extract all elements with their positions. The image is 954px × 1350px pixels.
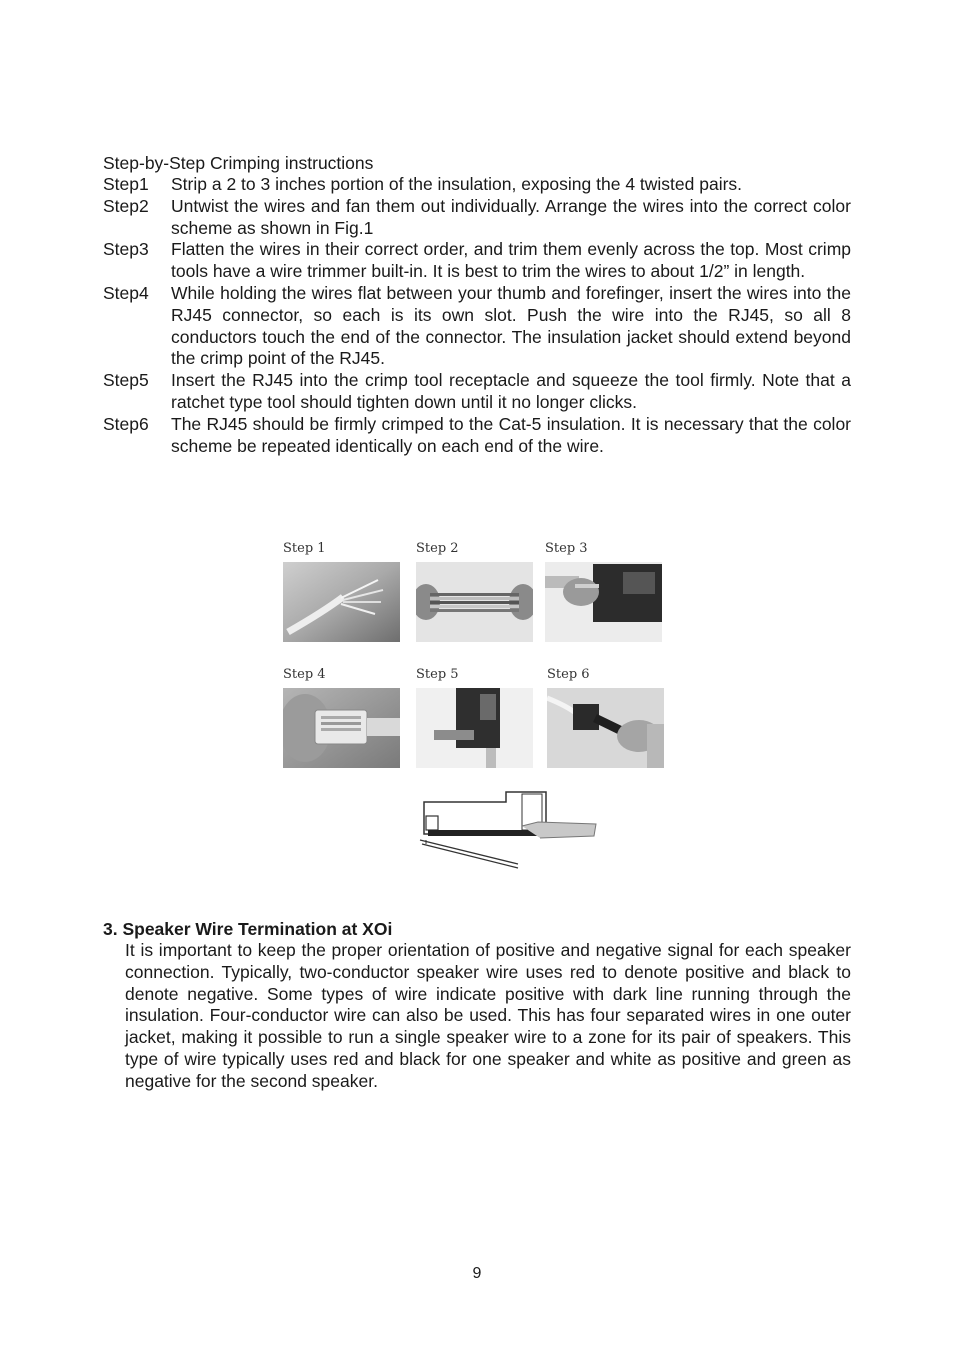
- photo-label: Step 2: [416, 541, 459, 556]
- step-label: Step3: [103, 239, 149, 260]
- photo-cell-step-2: [416, 540, 533, 642]
- photo-label: Step 1: [283, 541, 326, 556]
- step-text: While holding the wires flat between your thumb and forefinger, insert the wires into the RJ45 connector, so each is its own slot. Push the wire into the RJ45, so all 8 conductors touch the end of the connector. The insulation jacket should extend beyond the crimp point of the RJ45.: [171, 282, 851, 369]
- step-label: Step5: [103, 370, 149, 391]
- step-row: [103, 283, 851, 370]
- step-row: [103, 196, 851, 240]
- photo-cell-step-4: [283, 666, 400, 768]
- untwisted-wires-photo: [416, 562, 533, 642]
- photo-label: Step 5: [416, 667, 459, 682]
- crimp-tool-receptacle-photo: [416, 688, 533, 768]
- step-text: Untwist the wires and fan them out individually. Arrange the wires into the correct color scheme as shown in Fig.1: [171, 195, 851, 238]
- stripped-cable-photo: [283, 562, 400, 642]
- crimping-photo-grid: [283, 540, 665, 770]
- step-row: [103, 414, 851, 458]
- step-text: Insert the RJ45 into the crimp tool receptacle and squeeze the tool firmly. Note that a ratchet type tool should tighten down until it no longer clicks.: [171, 370, 851, 412]
- section-body: It is important to keep the proper orientation of positive and negative signal for each speaker connection. Typically, two-conductor speaker wire uses red to denote positive and black to denote negative. Some types of wire indicate positive with dark line running through the insulation. Four-conductor wire can also be used. This has four separated wires in one outer jacket, making it possible to run a single speaker wire to a zone for its pair of speakers. This type of wire typically uses red and black for one speaker and white as positive and green as negative for the second speaker.: [125, 940, 851, 1091]
- photo-label: Step 6: [547, 667, 590, 682]
- photo-cell-step-6: [547, 666, 664, 768]
- section-title: 3. Speaker Wire Termination at XOi: [103, 919, 393, 939]
- rj45-connector-diagram: [418, 786, 598, 872]
- crimping-steps: [103, 174, 851, 457]
- photo-cell-step-1: [283, 540, 400, 642]
- crimping-heading: Step-by-Step Crimping instructions: [103, 153, 374, 173]
- photo-label: Step 3: [545, 541, 588, 556]
- crimping-tool-squeeze-photo: [547, 688, 664, 768]
- step-row: [103, 239, 851, 283]
- trimming-tool-photo: [545, 562, 662, 642]
- step-label: Step2: [103, 195, 149, 216]
- step-label: Step1: [103, 174, 149, 194]
- step-text: Flatten the wires in their correct order, and trim them evenly across the top. Most crimp tools have a wire trimmer built-in. It is best to trim the wires to about 1/2” in length.: [171, 239, 851, 282]
- step-label: Step4: [103, 282, 149, 303]
- step-label: Step6: [103, 413, 149, 434]
- step-text: Strip a 2 to 3 inches portion of the insulation, exposing the 4 twisted pairs.: [171, 174, 743, 194]
- insert-connector-photo: [283, 688, 400, 768]
- step-text: The RJ45 should be firmly crimped to the Cat-5 insulation. It is necessary that the color scheme be repeated identically on each end of the wire.: [171, 413, 851, 456]
- step-row: [103, 174, 851, 196]
- photo-label: Step 4: [283, 667, 326, 682]
- photo-cell-step-3: [545, 540, 662, 642]
- step-row: [103, 370, 851, 414]
- page-number: 9: [472, 1265, 482, 1282]
- photo-cell-step-5: [416, 666, 533, 768]
